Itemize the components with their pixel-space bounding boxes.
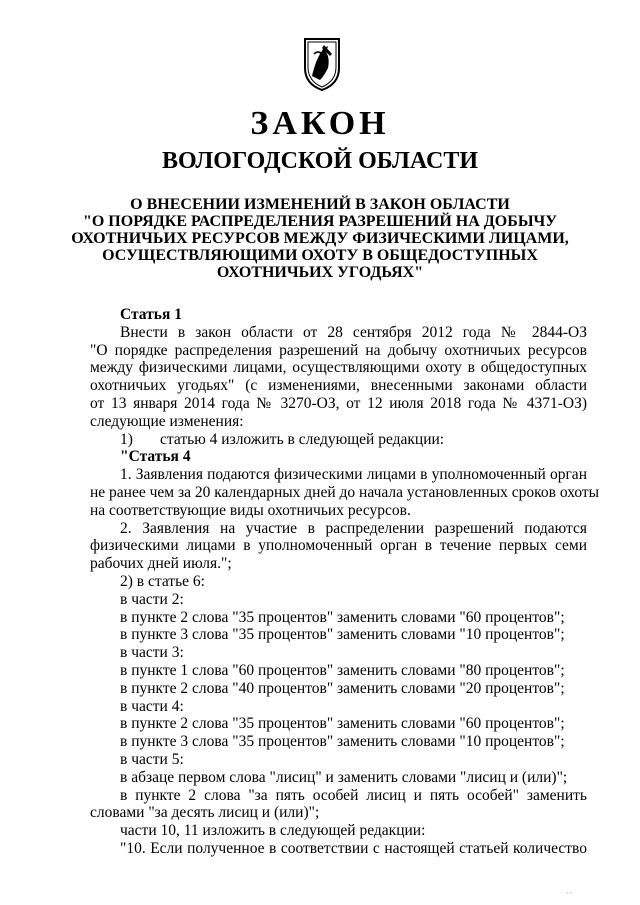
law-subtitle xyxy=(0,196,640,281)
region-title: ВОЛОГОДСКОЙ ОБЛАСТИ xyxy=(161,148,479,174)
document-title: ЗАКОН xyxy=(250,105,390,142)
paragraph-line: физическими лицами в уполномоченный орган в течение первых семи xyxy=(90,537,587,555)
coat-of-arms xyxy=(302,36,342,92)
paragraph-line: словами "за десять лисиц и (или)"; xyxy=(90,804,320,822)
paragraph-line: между физическими лицами, осуществляющими охоту в общедоступных xyxy=(90,359,587,377)
paragraph-line: "10. Если полученное в соответствии с настоящей статьей количество xyxy=(120,839,587,857)
subtitle-line: О ВНЕСЕНИИ ИЗМЕНЕНИЙ В ЗАКОН ОБЛАСТИ xyxy=(130,196,510,213)
paragraph-line: в пункте 2 слова "за пять особей лисиц и пять особей" заменить xyxy=(120,786,587,804)
article-heading: "Статья 4 xyxy=(120,448,191,466)
paragraph-line: в части 2: xyxy=(120,590,184,608)
paragraph-line: в пункте 2 слова "35 процентов" заменить словами "60 процентов"; xyxy=(120,608,565,626)
paragraph-line: в части 4: xyxy=(120,697,184,715)
paragraph-line: в пункте 2 слова "40 процентов" заменить словами "20 процентов"; xyxy=(120,679,565,697)
subtitle-line: "О ПОРЯДКЕ РАСПРЕДЕЛЕНИЯ РАЗРЕШЕНИЙ НА ДОБЫЧУ xyxy=(82,213,558,230)
page-mark: . . xyxy=(566,886,572,895)
paragraph-line: Внести в закон области от 28 сентября 2012 года № 2844-ОЗ xyxy=(120,323,587,341)
paragraph-line: следующие изменения: xyxy=(90,412,244,430)
subtitle-line: ОСУЩЕСТВЛЯЮЩИМИ ОХОТУ В ОБЩЕДОСТУПНЫХ xyxy=(102,247,538,264)
paragraph-line: на соответствующие виды охотничьих ресурсов. xyxy=(90,501,411,519)
paragraph-line: охотничьих угодьях" (с изменениями, внесенными законами области xyxy=(90,377,587,395)
paragraph-line: в пункте 2 слова "35 процентов" заменить словами "60 процентов"; xyxy=(120,715,565,733)
paragraph-line: не ранее чем за 20 календарных дней до начала установленных сроков охоты xyxy=(90,483,600,501)
subtitle-line: ОХОТНИЧЬИХ РЕСУРСОВ МЕЖДУ ФИЗИЧЕСКИМИ ЛИЦАМИ, xyxy=(71,230,569,247)
article-heading: Статья 1 xyxy=(120,306,182,323)
list-item: 1) статью 4 изложить в следующей редакции: xyxy=(120,430,445,448)
list-item: 2) в статье 6: xyxy=(120,572,205,590)
paragraph-line: 1. Заявления подаются физическими лицами в уполномоченный орган xyxy=(120,466,587,484)
paragraph-line: в части 5: xyxy=(120,750,184,768)
paragraph-line: "О порядке распределения разрешений на добычу охотничьих ресурсов xyxy=(90,341,587,359)
paragraph-line: в пункте 3 слова "35 процентов" заменить словами "10 процентов"; xyxy=(120,733,565,751)
paragraph-line: в пункте 3 слова "35 процентов" заменить словами "10 процентов"; xyxy=(120,626,565,644)
document-body xyxy=(90,306,600,858)
paragraph-line: от 13 января 2014 года № 3270-ОЗ, от 12 июля 2018 года № 4371-ОЗ) xyxy=(90,394,587,412)
paragraph-line: в абзаце первом слова "лисиц" и заменить словами "лисиц и (или)"; xyxy=(120,768,568,786)
subtitle-line: ОХОТНИЧЬИХ УГОДЬЯХ" xyxy=(216,264,424,281)
paragraph-line: в части 3: xyxy=(120,644,184,662)
paragraph-line: рабочих дней июля."; xyxy=(90,555,232,573)
paragraph-line: части 10, 11 изложить в следующей редакции: xyxy=(120,822,426,840)
paragraph-line: 2. Заявления на участие в распределении разрешений подаются xyxy=(120,519,587,537)
paragraph-line: в пункте 1 слова "60 процентов" заменить словами "80 процентов"; xyxy=(120,661,565,679)
